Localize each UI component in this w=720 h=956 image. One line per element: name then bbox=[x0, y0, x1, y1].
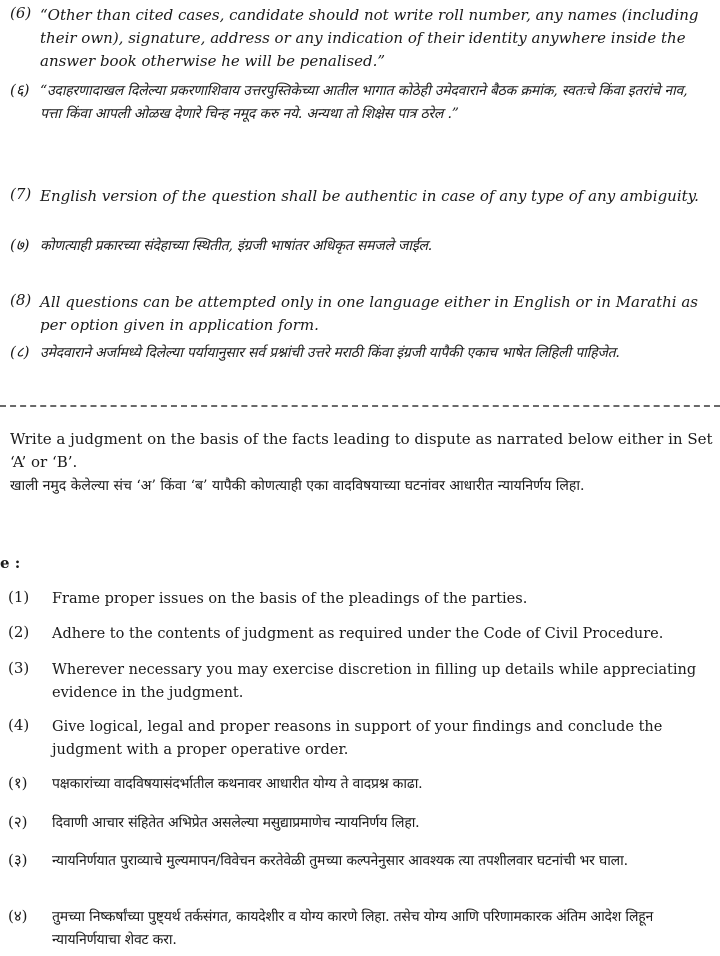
instruction-text: पक्षकारांच्या वादविषयासंदर्भातील कथनावर आधारीत योग्य ते वादप्रश्न काढा. bbox=[52, 776, 423, 792]
rule-number: (8) bbox=[10, 291, 32, 309]
rule-number: (८) bbox=[10, 343, 30, 361]
intro-english: Write a judgment on the basis of the facts leading to dispute as narrated below either in Set ‘A’ or ‘B’. bbox=[10, 430, 713, 471]
instruction-number: (३) bbox=[8, 851, 28, 869]
instruction-text: न्यायनिर्णयात पुराव्याचे मुल्यमापन/विवेचन करतेवेळी तुमच्या कल्पनेनुसार आवश्यक त्या तपशीलवार घटनांची भर घाला. bbox=[52, 853, 628, 869]
rule-number: (६) bbox=[10, 81, 30, 99]
instruction-number: (3) bbox=[8, 659, 30, 677]
instruction-text: Wherever necessary you may exercise discretion in filling up details while appreciating evidence in the judgment. bbox=[52, 662, 697, 701]
instruction-1 bbox=[8, 588, 718, 611]
rule-number: (6) bbox=[10, 4, 32, 22]
rule-6-en bbox=[0, 4, 700, 73]
instruction-text: Give logical, legal and proper reasons in support of your findings and conclude the judgment with a proper operative order. bbox=[52, 719, 663, 758]
instruction-number: (1) bbox=[8, 588, 30, 606]
rule-number: (7) bbox=[10, 185, 32, 203]
instruction-text: तुमच्या निष्कर्षांच्या पुष्ट्यर्थ तर्कसंगत, कायदेशीर व योग्य कारणे लिहा. तसेच योग्य आणि परिणामकारक अंतिम आदेश लिहून न्यायनिर्णयाचा शेवट करा. bbox=[52, 909, 654, 948]
intro-marathi: खाली नमुद केलेल्या संच ‘अ’ किंवा ‘ब’ यापैकी कोणत्याही एका वादविषयाच्या घटनांवर आधारीत न्यायनिर्णय लिहा. bbox=[10, 478, 585, 494]
instruction-3-mr bbox=[8, 850, 718, 873]
rule-text: English version of the question shall be authentic in case of any type of any ambiguity. bbox=[40, 187, 699, 205]
instruction-2 bbox=[8, 623, 718, 646]
instruction-text: Adhere to the contents of judgment as required under the Code of Civil Procedure. bbox=[52, 626, 664, 642]
section-divider bbox=[0, 405, 720, 407]
instruction-number: (४) bbox=[8, 907, 28, 925]
rule-text: उमेदवाराने अर्जामध्ये दिलेल्या पर्यायानुसार सर्व प्रश्नांची उत्तरे मराठी किंवा इंग्रजी यापैकी एकाच भाषेत लिहिली पाहिजेत. bbox=[40, 345, 620, 361]
rule-7-mr bbox=[0, 235, 700, 258]
instruction-3 bbox=[8, 659, 718, 705]
instruction-number: (4) bbox=[8, 716, 30, 734]
rule-8-mr bbox=[0, 342, 700, 365]
rule-text: “Other than cited cases, candidate should not write roll number, any names (including their own), signature, address or any indication of their identity anywhere inside the answer book otherwise he will be penalised.” bbox=[40, 6, 699, 70]
instruction-4 bbox=[8, 716, 718, 762]
instruction-number: (२) bbox=[8, 813, 28, 831]
rule-7-en bbox=[0, 185, 700, 208]
rule-text: कोणत्याही प्रकारच्या संदेहाच्या स्थितीत, इंग्रजी भाषांतर अधिकृत समजले जाईल. bbox=[40, 238, 433, 254]
instruction-number: (१) bbox=[8, 774, 28, 792]
instruction-2-mr bbox=[8, 812, 718, 835]
rule-text: All questions can be attempted only in one language either in English or in Marathi as per option given in application form. bbox=[40, 293, 699, 334]
rule-number: (७) bbox=[10, 236, 30, 254]
instruction-text: Frame proper issues on the basis of the pleadings of the parties. bbox=[52, 591, 528, 607]
rule-text: “उदाहरणादाखल दिलेल्या प्रकरणाशिवाय उत्तरपुस्तिकेच्या आतील भागात कोठेही उमेदवाराने बैठक क्रमांक, स्वतःचे किंवा इतरांचे नाव, पत्ता किंवा आपली ओळख देणारे चिन्ह नमूद करु नये. अन्यथा तो शिक्षेस पात्र ठरेल .” bbox=[40, 83, 688, 122]
instruction-text: दिवाणी आचार संहितेत अभिप्रेत असलेल्या मसुद्याप्रमाणेच न्यायनिर्णय लिहा. bbox=[52, 815, 420, 831]
rule-8-en bbox=[0, 291, 700, 337]
rule-6-mr bbox=[0, 80, 700, 126]
instruction-number: (2) bbox=[8, 623, 30, 641]
instruction-1-mr bbox=[8, 773, 718, 796]
instruction-4-mr bbox=[8, 906, 718, 952]
note-label: e : bbox=[0, 554, 21, 572]
